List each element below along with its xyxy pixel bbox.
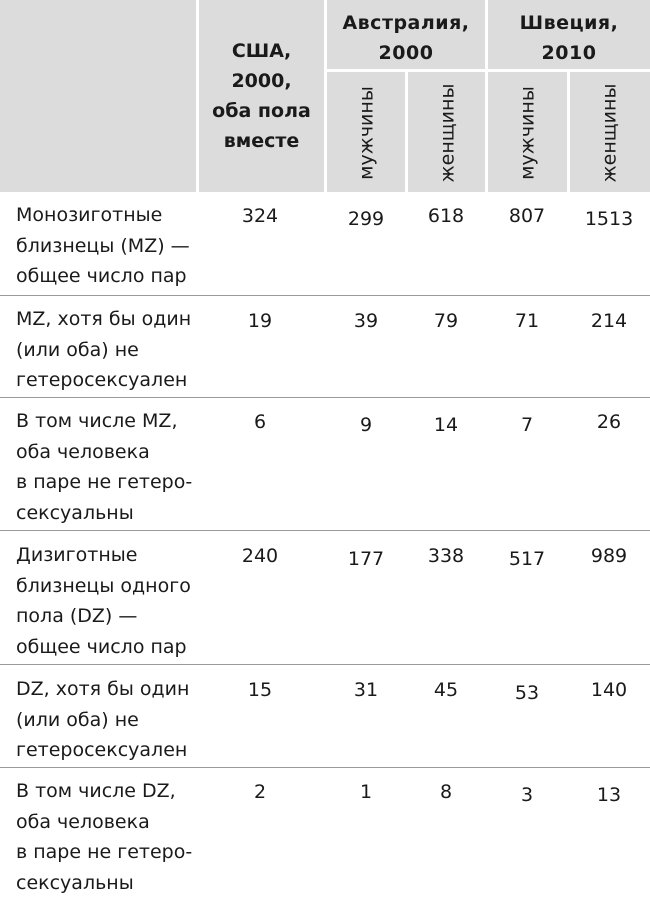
cell-sweden-men: 3 bbox=[520, 784, 534, 806]
row-divider bbox=[0, 530, 650, 531]
row-label: В том числе MZ, оба человека в паре не гетеро- сексуальны bbox=[16, 410, 193, 524]
cell-australia-women: 8 bbox=[439, 781, 453, 803]
cell-sweden-women: 1513 bbox=[584, 208, 634, 230]
cell-australia-men: 9 bbox=[359, 414, 373, 436]
cell-usa: 19 bbox=[247, 310, 273, 332]
cell-australia-women: 45 bbox=[433, 679, 459, 701]
cell-australia-men: 1 bbox=[359, 781, 373, 803]
header-divider bbox=[567, 71, 570, 192]
cell-sweden-men: 517 bbox=[508, 548, 546, 570]
cell-sweden-women: 26 bbox=[596, 411, 622, 433]
header-australia-women: женщины bbox=[436, 83, 459, 183]
cell-australia-women: 14 bbox=[433, 414, 459, 436]
header-sweden-men: мужчины bbox=[516, 86, 539, 180]
header-australia-men: мужчины bbox=[355, 86, 378, 180]
row-divider bbox=[0, 767, 650, 768]
row-label: DZ, хотя бы один (или оба) не гетеросексуален bbox=[16, 678, 190, 761]
row-label: Монозиготные близнецы (MZ) — общее число пар bbox=[16, 204, 190, 287]
cell-sweden-men: 7 bbox=[520, 414, 534, 436]
row-divider bbox=[0, 397, 650, 398]
cell-sweden-women: 140 bbox=[590, 679, 628, 701]
cell-australia-men: 39 bbox=[353, 310, 379, 332]
header-usa: США, 2000, оба пола вместе bbox=[212, 40, 311, 152]
cell-usa: 324 bbox=[241, 205, 279, 227]
header-sweden-women: женщины bbox=[598, 83, 621, 183]
row-label: Дизиготные близнецы одного пола (DZ) — общее число пар bbox=[16, 544, 191, 658]
cell-australia-men: 299 bbox=[347, 208, 385, 230]
row-label: В том числе DZ, оба человека в паре не гетеро- сексуальны bbox=[16, 780, 193, 894]
header-sweden: Швеция, 2010 bbox=[519, 12, 619, 64]
cell-australia-women: 338 bbox=[427, 545, 465, 567]
cell-usa: 15 bbox=[247, 679, 273, 701]
cell-usa: 240 bbox=[241, 545, 279, 567]
cell-usa: 2 bbox=[253, 781, 267, 803]
cell-australia-women: 79 bbox=[433, 310, 459, 332]
cell-australia-men: 31 bbox=[353, 679, 379, 701]
cell-australia-men: 177 bbox=[347, 548, 385, 570]
cell-sweden-women: 989 bbox=[590, 545, 628, 567]
cell-sweden-women: 214 bbox=[590, 310, 628, 332]
cell-sweden-men: 71 bbox=[514, 310, 540, 332]
row-divider bbox=[0, 295, 650, 296]
cell-sweden-women: 13 bbox=[596, 784, 622, 806]
header-divider bbox=[324, 69, 650, 72]
row-label: MZ, хотя бы один (или оба) не гетеросексуален bbox=[16, 308, 192, 391]
cell-australia-women: 618 bbox=[427, 205, 465, 227]
header-divider bbox=[405, 71, 408, 192]
header-australia: Австралия, 2000 bbox=[342, 12, 470, 64]
cell-usa: 6 bbox=[253, 411, 267, 433]
row-divider bbox=[0, 664, 650, 665]
cell-sweden-men: 807 bbox=[508, 205, 546, 227]
cell-sweden-men: 53 bbox=[514, 682, 540, 704]
